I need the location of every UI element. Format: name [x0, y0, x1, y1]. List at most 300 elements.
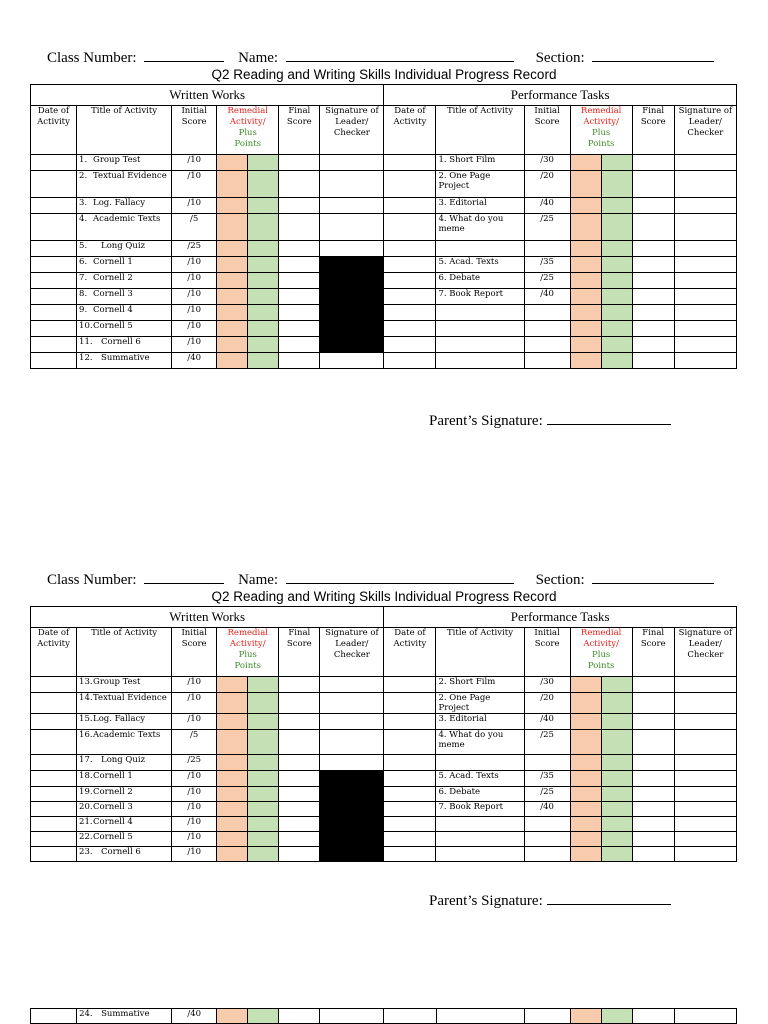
plus-points-cell[interactable] — [601, 155, 632, 171]
final-score-cell[interactable] — [632, 802, 674, 817]
task-score-cell — [524, 305, 570, 321]
col-signature: Signature of Leader/ Checker — [674, 628, 736, 677]
activity-title: Cornell 4 — [93, 305, 133, 315]
plus-points-cell[interactable] — [248, 273, 279, 289]
plus-points-cell[interactable] — [248, 755, 279, 771]
date-cell[interactable] — [31, 847, 77, 862]
plus-points-cell[interactable] — [248, 321, 279, 337]
plus-points-cell[interactable] — [248, 677, 279, 693]
signature-cell[interactable] — [320, 241, 384, 257]
activity-title: Log. Fallacy — [93, 714, 146, 724]
remedial-cell[interactable] — [570, 771, 601, 787]
activity-number: 4. — [79, 214, 88, 224]
initial-score-cell: /10 — [172, 257, 217, 273]
table-row — [31, 289, 737, 305]
final-score-cell[interactable] — [279, 802, 320, 817]
remedial-cell[interactable] — [570, 273, 601, 289]
date-cell[interactable] — [31, 257, 77, 273]
remedial-cell[interactable] — [570, 677, 601, 693]
date-cell[interactable] — [31, 771, 77, 787]
remedial-cell[interactable] — [570, 171, 601, 198]
date-cell[interactable] — [384, 693, 436, 714]
remedial-cell[interactable] — [217, 787, 248, 802]
plus-points-cell[interactable] — [248, 730, 279, 755]
date-cell[interactable] — [384, 155, 436, 171]
table-row — [31, 155, 737, 171]
task-score-cell — [524, 847, 570, 862]
table-row — [31, 353, 737, 369]
plus-points-cell[interactable] — [248, 353, 279, 369]
final-score-cell[interactable] — [632, 321, 674, 337]
activity-item — [79, 755, 169, 765]
section-field[interactable] — [592, 570, 714, 584]
date-cell[interactable] — [384, 337, 436, 353]
date-cell[interactable] — [31, 305, 77, 321]
final-score-cell[interactable] — [632, 693, 674, 714]
task-title: 4. What do you meme — [438, 730, 504, 750]
remedial-cell[interactable] — [217, 289, 248, 305]
signature-cell[interactable] — [674, 321, 736, 337]
date-cell[interactable] — [31, 1009, 77, 1024]
plus-points-cell[interactable] — [601, 771, 632, 787]
remedial-cell[interactable] — [570, 353, 601, 369]
plus-points-cell[interactable] — [601, 755, 632, 771]
plus-points-cell[interactable] — [248, 802, 279, 817]
signature-cell[interactable] — [674, 289, 736, 305]
final-score-cell[interactable] — [632, 730, 674, 755]
date-cell[interactable] — [31, 337, 77, 353]
remedial-cell[interactable] — [217, 714, 248, 730]
plus-points-cell[interactable] — [248, 847, 279, 862]
final-score-cell[interactable] — [279, 755, 320, 771]
signature-cell[interactable] — [674, 817, 736, 832]
table-row — [31, 787, 737, 802]
date-cell[interactable] — [384, 305, 436, 321]
date-cell[interactable] — [31, 832, 77, 847]
task-title-cell — [436, 771, 524, 787]
remedial-cell[interactable] — [570, 755, 601, 771]
remedial-cell[interactable] — [217, 337, 248, 353]
remedial-cell[interactable] — [217, 847, 248, 862]
activity-title-cell — [77, 337, 172, 353]
remedial-cell[interactable] — [217, 832, 248, 847]
plus-points-cell[interactable] — [601, 305, 632, 321]
plus-points-cell[interactable] — [601, 198, 632, 214]
plus-points-cell[interactable] — [601, 847, 632, 862]
signature-cell[interactable] — [674, 353, 736, 369]
initial-score-cell: /25 — [172, 241, 217, 257]
plus-points-cell[interactable] — [248, 787, 279, 802]
activity-number: 5. — [79, 241, 88, 251]
signature-cell[interactable] — [674, 155, 736, 171]
date-cell[interactable] — [384, 171, 436, 198]
signature-cell[interactable] — [674, 198, 736, 214]
remedial-cell[interactable] — [217, 817, 248, 832]
remedial-cell[interactable] — [217, 198, 248, 214]
date-cell[interactable] — [384, 755, 436, 771]
signature-cell[interactable] — [320, 155, 384, 171]
activity-number: 22. — [79, 832, 93, 842]
activity-item — [79, 730, 169, 740]
remedial-cell[interactable] — [570, 305, 601, 321]
plus-points-cell[interactable] — [601, 171, 632, 198]
task-score-cell — [524, 241, 570, 257]
plus-points-cell[interactable] — [601, 321, 632, 337]
plus-points-cell[interactable] — [248, 832, 279, 847]
task-title-cell — [436, 677, 524, 693]
date-cell[interactable] — [384, 289, 436, 305]
task-title-cell — [436, 198, 524, 214]
parent-signature — [429, 891, 671, 910]
date-cell[interactable] — [31, 730, 77, 755]
final-score-cell[interactable] — [279, 257, 320, 273]
plus-points-cell[interactable] — [248, 714, 279, 730]
final-score-cell[interactable] — [632, 755, 674, 771]
date-cell[interactable] — [384, 273, 436, 289]
final-score-cell[interactable] — [632, 771, 674, 787]
signature-cell[interactable] — [320, 693, 384, 714]
remedial-cell[interactable] — [217, 755, 248, 771]
performance-tasks-heading: Performance Tasks — [384, 85, 737, 106]
date-cell[interactable] — [31, 677, 77, 693]
plus-points-cell[interactable] — [601, 337, 632, 353]
date-cell[interactable] — [31, 241, 77, 257]
signature-cell[interactable] — [320, 677, 384, 693]
signature-cell[interactable] — [320, 755, 384, 771]
progress-table-2 — [30, 606, 737, 862]
task-title: 6. Debate — [438, 273, 481, 283]
remedial-cell[interactable] — [570, 198, 601, 214]
initial-score-cell: /10 — [172, 171, 217, 198]
remedial-cell[interactable] — [217, 321, 248, 337]
activity-number: 20. — [79, 802, 93, 812]
remedial-cell[interactable] — [570, 832, 601, 847]
plus-points-cell[interactable] — [601, 241, 632, 257]
signature-cell[interactable] — [674, 337, 736, 353]
col-initial: Initial Score — [524, 106, 570, 155]
activity-title: Cornell 2 — [93, 787, 133, 797]
remedial-cell[interactable] — [217, 257, 248, 273]
final-score-cell[interactable] — [279, 273, 320, 289]
final-score-cell[interactable] — [632, 1009, 674, 1024]
final-score-cell[interactable] — [632, 353, 674, 369]
remedial-cell[interactable] — [570, 257, 601, 273]
remedial-cell[interactable] — [570, 802, 601, 817]
remedial-cell[interactable] — [570, 241, 601, 257]
name-field[interactable] — [286, 570, 514, 584]
date-cell[interactable] — [384, 802, 436, 817]
final-score-cell[interactable] — [632, 714, 674, 730]
plus-points-cell[interactable] — [248, 241, 279, 257]
final-score-cell[interactable] — [279, 337, 320, 353]
signature-cell[interactable] — [674, 802, 736, 817]
task-title-cell — [436, 693, 524, 714]
task-score-cell: /25 — [524, 787, 570, 802]
date-cell[interactable] — [384, 730, 436, 755]
signature-cell[interactable] — [320, 730, 384, 755]
date-cell[interactable] — [384, 257, 436, 273]
plus-points-cell[interactable] — [601, 257, 632, 273]
activity-title-cell — [77, 289, 172, 305]
date-cell[interactable] — [31, 714, 77, 730]
remedial-cell[interactable] — [217, 802, 248, 817]
signature-cell[interactable] — [674, 257, 736, 273]
date-cell[interactable] — [31, 289, 77, 305]
plus-points-cell[interactable] — [248, 198, 279, 214]
task-score-cell: /30 — [524, 155, 570, 171]
final-score-cell[interactable] — [632, 337, 674, 353]
final-score-cell[interactable] — [279, 1009, 320, 1024]
remedial-cell[interactable] — [217, 305, 248, 321]
final-score-cell[interactable] — [279, 693, 320, 714]
signature-cell[interactable] — [674, 241, 736, 257]
final-score-cell[interactable] — [279, 730, 320, 755]
remedial-cell[interactable] — [217, 214, 248, 241]
date-cell[interactable] — [384, 241, 436, 257]
plus-points-cell[interactable] — [248, 693, 279, 714]
activity-number: 15. — [79, 714, 93, 724]
final-score-cell[interactable] — [279, 305, 320, 321]
remedial-cell[interactable] — [570, 289, 601, 305]
date-cell[interactable] — [31, 273, 77, 289]
remedial-cell[interactable] — [217, 677, 248, 693]
date-cell[interactable] — [31, 198, 77, 214]
section-field[interactable] — [592, 48, 714, 62]
plus-points-cell[interactable] — [601, 1009, 632, 1024]
final-score-cell[interactable] — [279, 289, 320, 305]
final-score-cell[interactable] — [279, 198, 320, 214]
signature-cell[interactable] — [674, 730, 736, 755]
remedial-cell[interactable] — [570, 155, 601, 171]
col-title: Title of Activity — [77, 106, 172, 155]
name-field[interactable] — [286, 48, 514, 62]
signature-cell[interactable] — [674, 755, 736, 771]
task-title: 7. Book Report — [438, 802, 504, 812]
activity-number: 2. — [79, 171, 88, 181]
activity-number: 8. — [79, 289, 88, 299]
date-cell[interactable] — [31, 353, 77, 369]
activity-title-cell — [77, 353, 172, 369]
plus-points-cell[interactable] — [248, 817, 279, 832]
plus-points-cell[interactable] — [601, 214, 632, 241]
initial-score-cell: /10 — [172, 817, 217, 832]
final-score-cell[interactable] — [279, 771, 320, 787]
remedial-cell[interactable] — [217, 693, 248, 714]
final-score-cell[interactable] — [632, 273, 674, 289]
final-score-cell[interactable] — [632, 832, 674, 847]
final-score-cell[interactable] — [632, 198, 674, 214]
date-cell[interactable] — [31, 171, 77, 198]
remedial-cell[interactable] — [570, 817, 601, 832]
final-score-cell[interactable] — [279, 353, 320, 369]
table-row — [31, 755, 737, 771]
remedial-cell[interactable] — [217, 241, 248, 257]
initial-score-cell: /25 — [172, 755, 217, 771]
date-cell[interactable] — [31, 155, 77, 171]
remedial-cell[interactable] — [570, 787, 601, 802]
plus-points-cell[interactable] — [601, 802, 632, 817]
plus-points-cell[interactable] — [601, 273, 632, 289]
remedial-cell[interactable] — [570, 730, 601, 755]
col-title: Title of Activity — [436, 106, 524, 155]
performance-tasks-heading: Performance Tasks — [384, 607, 737, 628]
parent-signature-field[interactable] — [547, 411, 671, 425]
final-score-cell[interactable] — [632, 289, 674, 305]
signature-cell[interactable] — [320, 171, 384, 198]
final-score-cell[interactable] — [279, 321, 320, 337]
signature-cell[interactable] — [320, 1009, 384, 1024]
remedial-cell[interactable] — [217, 171, 248, 198]
plus-points-cell[interactable] — [601, 787, 632, 802]
final-score-cell[interactable] — [632, 155, 674, 171]
signature-cell[interactable] — [320, 214, 384, 241]
date-cell[interactable] — [384, 832, 436, 847]
name-label: Name: — [238, 572, 279, 588]
signature-cell[interactable] — [674, 693, 736, 714]
class-number-field[interactable] — [144, 48, 224, 62]
plus-points-cell[interactable] — [248, 337, 279, 353]
plus-points-cell[interactable] — [248, 289, 279, 305]
final-score-cell[interactable] — [279, 847, 320, 862]
signature-cell[interactable] — [320, 353, 384, 369]
col-initial: Initial Score — [172, 106, 217, 155]
final-score-cell[interactable] — [632, 257, 674, 273]
task-score-cell: /20 — [524, 171, 570, 198]
date-cell[interactable] — [384, 1009, 436, 1024]
task-title-cell — [436, 847, 524, 862]
signature-cell[interactable] — [674, 1009, 736, 1024]
signature-cell[interactable] — [674, 171, 736, 198]
plus-points-cell[interactable] — [248, 257, 279, 273]
final-score-cell[interactable] — [632, 817, 674, 832]
parent-signature — [429, 411, 671, 430]
date-cell[interactable] — [384, 353, 436, 369]
final-score-cell[interactable] — [279, 817, 320, 832]
signature-cell[interactable] — [320, 714, 384, 730]
signature-cell[interactable] — [674, 847, 736, 862]
signature-cell[interactable] — [674, 787, 736, 802]
table-row — [31, 337, 737, 353]
final-score-cell[interactable] — [632, 171, 674, 198]
plus-points-cell[interactable] — [248, 171, 279, 198]
plus-points-cell[interactable] — [601, 832, 632, 847]
signature-cell[interactable] — [674, 273, 736, 289]
plus-points-cell[interactable] — [248, 155, 279, 171]
remedial-cell[interactable] — [570, 714, 601, 730]
date-cell[interactable] — [384, 214, 436, 241]
date-cell[interactable] — [31, 787, 77, 802]
remedial-cell[interactable] — [570, 1009, 601, 1024]
activity-title: Cornell 5 — [93, 321, 133, 331]
signature-cell[interactable] — [674, 305, 736, 321]
date-cell[interactable] — [384, 321, 436, 337]
activity-title-cell — [77, 771, 172, 787]
final-score-cell[interactable] — [279, 714, 320, 730]
task-title: 2. Short Film — [438, 677, 496, 687]
final-score-cell[interactable] — [632, 847, 674, 862]
date-cell[interactable] — [384, 771, 436, 787]
col-final: Final Score — [279, 628, 320, 677]
final-score-cell[interactable] — [632, 214, 674, 241]
final-score-cell[interactable] — [632, 677, 674, 693]
remedial-cell[interactable] — [217, 1009, 248, 1024]
signature-cell[interactable] — [320, 198, 384, 214]
date-cell[interactable] — [31, 802, 77, 817]
table-row — [31, 802, 737, 817]
plus-points-cell[interactable] — [248, 214, 279, 241]
final-score-cell[interactable] — [279, 155, 320, 171]
remedial-cell[interactable] — [570, 693, 601, 714]
date-cell[interactable] — [384, 787, 436, 802]
signature-cell[interactable] — [674, 677, 736, 693]
parent-signature-field[interactable] — [547, 891, 671, 905]
date-cell[interactable] — [384, 714, 436, 730]
class-number-field[interactable] — [144, 570, 224, 584]
plus-points-cell[interactable] — [248, 305, 279, 321]
final-score-cell[interactable] — [279, 832, 320, 847]
remedial-cell[interactable] — [570, 214, 601, 241]
remedial-cell[interactable] — [217, 730, 248, 755]
remedial-cell[interactable] — [217, 771, 248, 787]
date-cell[interactable] — [31, 693, 77, 714]
date-cell[interactable] — [31, 214, 77, 241]
date-cell[interactable] — [384, 847, 436, 862]
final-score-cell[interactable] — [632, 787, 674, 802]
activity-number: 3. — [79, 198, 88, 208]
activity-number: 13. — [79, 677, 93, 687]
plus-points-cell[interactable] — [601, 693, 632, 714]
final-score-cell[interactable] — [279, 171, 320, 198]
date-cell[interactable] — [31, 755, 77, 771]
final-score-cell[interactable] — [279, 214, 320, 241]
final-score-cell[interactable] — [632, 305, 674, 321]
signature-cell[interactable] — [674, 214, 736, 241]
remedial-cell[interactable] — [570, 847, 601, 862]
plus-points-cell[interactable] — [601, 677, 632, 693]
remedial-cell[interactable] — [217, 273, 248, 289]
remedial-cell[interactable] — [217, 155, 248, 171]
activity-item — [79, 771, 169, 781]
date-cell[interactable] — [31, 817, 77, 832]
final-score-cell[interactable] — [279, 677, 320, 693]
written-works-heading: Written Works — [31, 85, 384, 106]
plus-points-cell[interactable] — [601, 289, 632, 305]
plus-points-cell[interactable] — [248, 1009, 279, 1024]
plus-points-cell[interactable] — [248, 771, 279, 787]
final-score-cell[interactable] — [279, 241, 320, 257]
initial-score-cell: /10 — [172, 677, 217, 693]
remedial-cell[interactable] — [570, 337, 601, 353]
signature-cell[interactable] — [674, 771, 736, 787]
remedial-cell[interactable] — [570, 321, 601, 337]
plus-points-cell[interactable] — [601, 730, 632, 755]
date-cell[interactable] — [31, 321, 77, 337]
date-cell[interactable] — [384, 677, 436, 693]
task-title-cell — [436, 787, 524, 802]
final-score-cell[interactable] — [279, 787, 320, 802]
date-cell[interactable] — [384, 198, 436, 214]
col-signature: Signature of Leader/ Checker — [674, 106, 736, 155]
plus-points-cell[interactable] — [601, 714, 632, 730]
remedial-cell[interactable] — [217, 353, 248, 369]
plus-points-cell[interactable] — [601, 817, 632, 832]
plus-points-cell[interactable] — [601, 353, 632, 369]
final-score-cell[interactable] — [632, 241, 674, 257]
signature-cell[interactable] — [674, 832, 736, 847]
blocked-signature-cell — [320, 771, 384, 862]
signature-cell[interactable] — [674, 714, 736, 730]
date-cell[interactable] — [384, 817, 436, 832]
